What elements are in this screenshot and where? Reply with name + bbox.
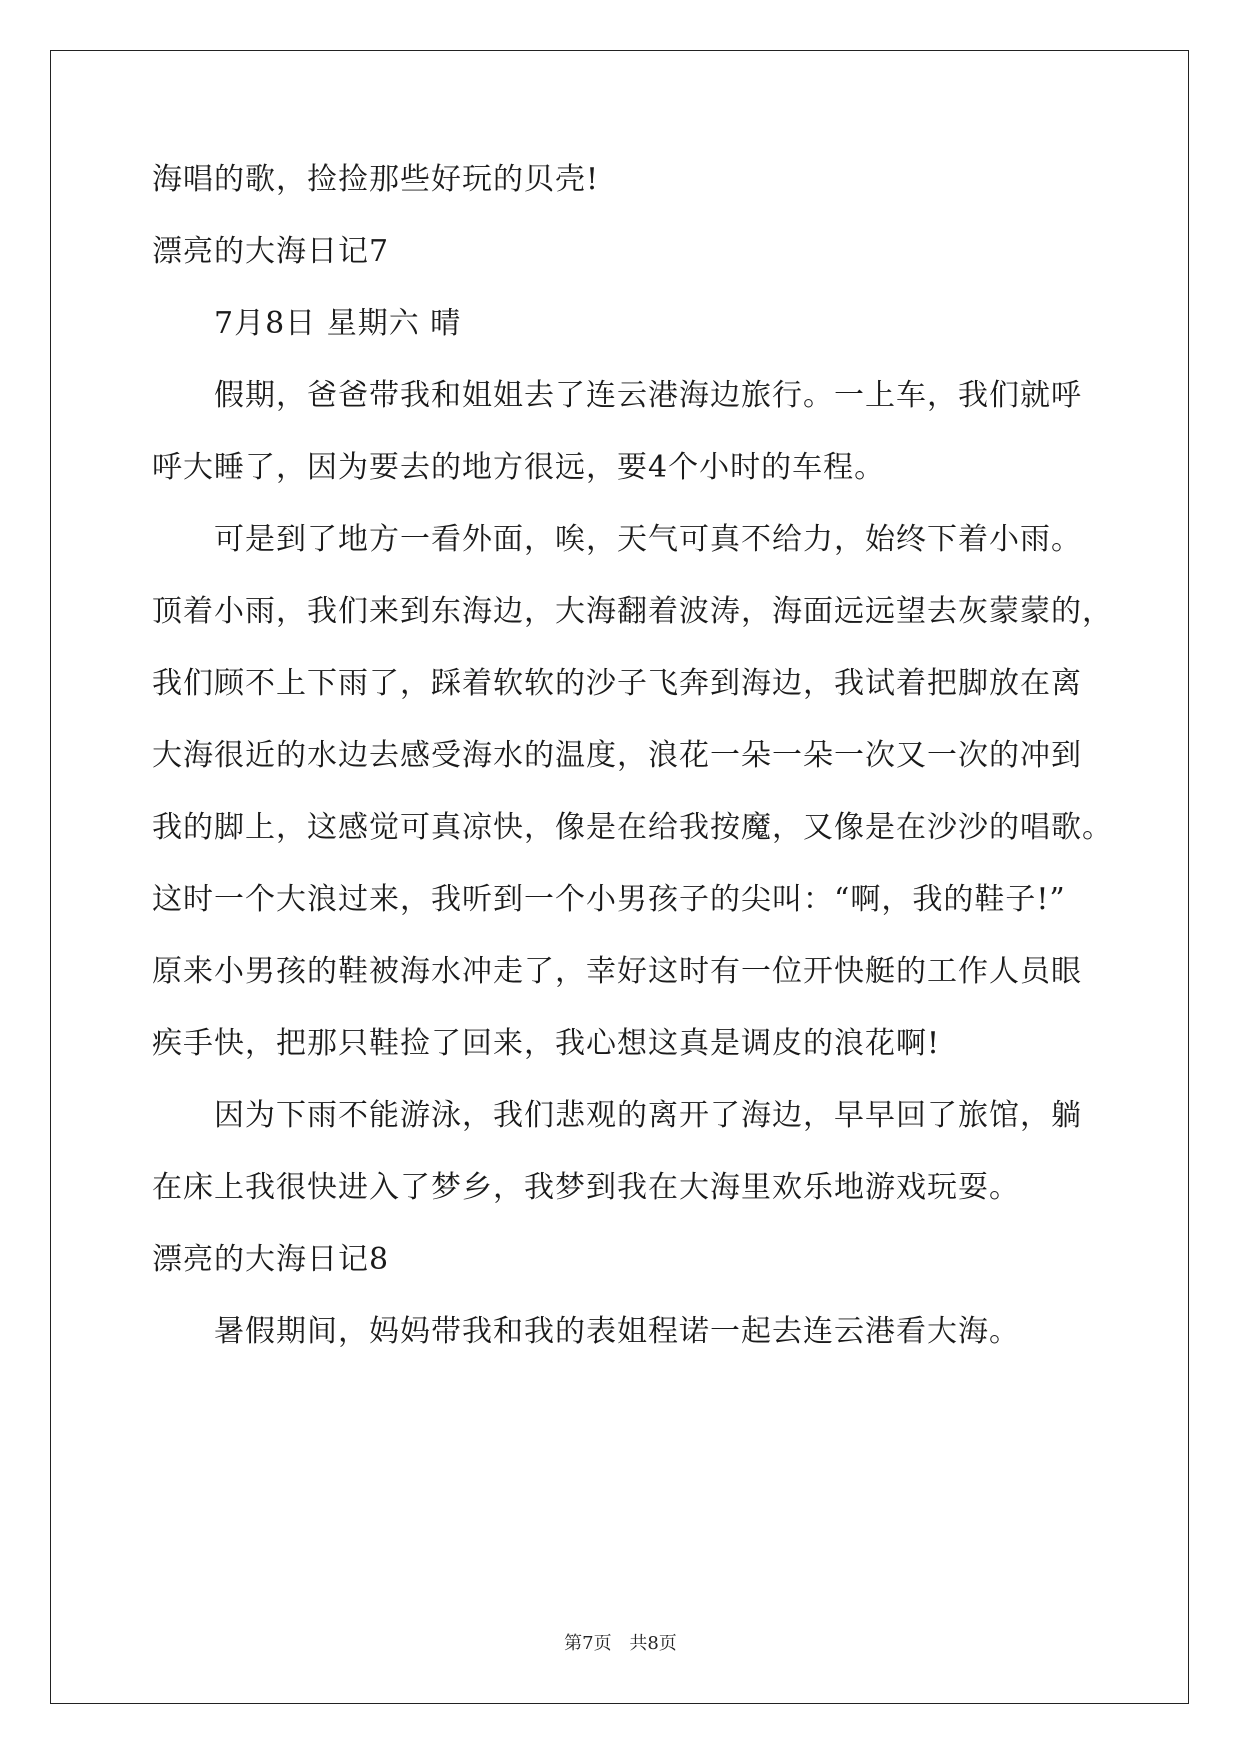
text-line: 顶着小雨，我们来到东海边，大海翻着波涛，海面远远望去灰蒙蒙的， bbox=[152, 594, 1113, 629]
diary-heading: 漂亮的大海日记8 bbox=[152, 1242, 390, 1277]
page-border bbox=[50, 50, 1189, 1704]
text-line: 可是到了地方一看外面，唉，天气可真不给力，始终下着小雨。 bbox=[214, 522, 1082, 557]
text-line: 海唱的歌，捡捡那些好玩的贝壳! bbox=[152, 162, 600, 197]
text-line: 我的脚上，这感觉可真凉快，像是在给我按魔，又像是在沙沙的唱歌。 bbox=[152, 810, 1113, 845]
text-line: 暑假期间，妈妈带我和我的表姐程诺一起去连云港看大海。 bbox=[214, 1314, 1020, 1349]
text-line: 疾手快，把那只鞋捡了回来，我心想这真是调皮的浪花啊! bbox=[152, 1026, 941, 1061]
text-line: 呼大睡了，因为要去的地方很远，要4个小时的车程。 bbox=[152, 450, 886, 485]
text-line: 因为下雨不能游泳，我们悲观的离开了海边，早早回了旅馆，躺 bbox=[214, 1098, 1082, 1133]
text-line: 在床上我很快进入了梦乡，我梦到我在大海里欢乐地游戏玩耍。 bbox=[152, 1170, 1020, 1205]
text-line: 我们顾不上下雨了，踩着软软的沙子飞奔到海边，我试着把脚放在离 bbox=[152, 666, 1082, 701]
text-line: 假期，爸爸带我和姐姐去了连云港海边旅行。一上车，我们就呼 bbox=[214, 378, 1082, 413]
page-footer bbox=[0, 1632, 1241, 1656]
page-total: 共8页 bbox=[629, 1633, 677, 1654]
diary-date: 7月8日 星期六 晴 bbox=[214, 306, 462, 341]
text-line: 大海很近的水边去感受海水的温度，浪花一朵一朵一次又一次的冲到 bbox=[152, 738, 1082, 773]
page-number: 第7页 bbox=[564, 1633, 612, 1654]
text-line: 原来小男孩的鞋被海水冲走了，幸好这时有一位开快艇的工作人员眼 bbox=[152, 954, 1082, 989]
text-line: 这时一个大浪过来，我听到一个小男孩子的尖叫：“啊，我的鞋子!” bbox=[152, 882, 1066, 917]
diary-heading: 漂亮的大海日记7 bbox=[152, 234, 390, 269]
